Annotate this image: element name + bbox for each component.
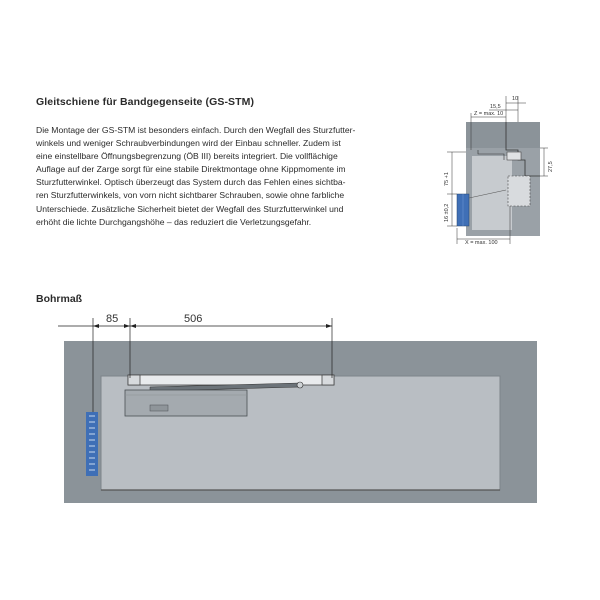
seal-profile	[508, 176, 530, 206]
dim-75: 75 +1	[444, 172, 450, 186]
section-title: Gleitschiene für Bandgegenseite (GS-STM)	[36, 96, 255, 108]
dim-15-5: 15,5	[490, 104, 501, 110]
dim-27-5: 27,5	[548, 161, 554, 172]
dim-85: 85	[106, 313, 119, 325]
dim-16: 16 ±0,2	[444, 203, 450, 222]
paragraph-line: Auflage auf der Zarge sorgt für eine stabile Direktmontage ohne Kippmomente im	[36, 164, 346, 175]
paragraph-line: eine einstellbare Öffnungsbegrenzung (ÖB III) bereits integriert. Die vollflächige	[36, 151, 338, 162]
paragraph-line: Sturzfutterwinkel. Optisch überzeugt das System durch das Fehlen eines sichtba-	[36, 177, 346, 188]
paragraph-line: Unterschiede. Zusätzliche Sicherheit bietet der Wegfall des Sturzfutterwinkel und	[36, 203, 344, 214]
paragraph-line: ren Sturzfutterwinkels, von vorn nicht sichtbarer Schrauben, sowie ohne farbliche	[36, 190, 345, 201]
dim-z: Z = max. 10	[474, 111, 504, 117]
dim-top: 10	[512, 96, 519, 102]
paragraph-line: erhöht die lichte Durchgangshöhe – das reduziert die Verletzungsgefahr.	[36, 216, 312, 227]
paragraph-line: Die Montage der GS-STM ist besonders einfach. Durch den Wegfall des Sturzfutter-	[36, 125, 356, 135]
bohrmass-title: Bohrmaß	[36, 293, 83, 305]
lintel-block	[466, 122, 540, 148]
slide-element	[507, 152, 521, 160]
paragraph-line: winkels und weniger Schraubverbindungen wird der Einbau schneller. Zudem ist	[36, 138, 341, 149]
dim-506: 506	[184, 313, 203, 325]
dim-x: X = max. 100	[465, 240, 498, 246]
